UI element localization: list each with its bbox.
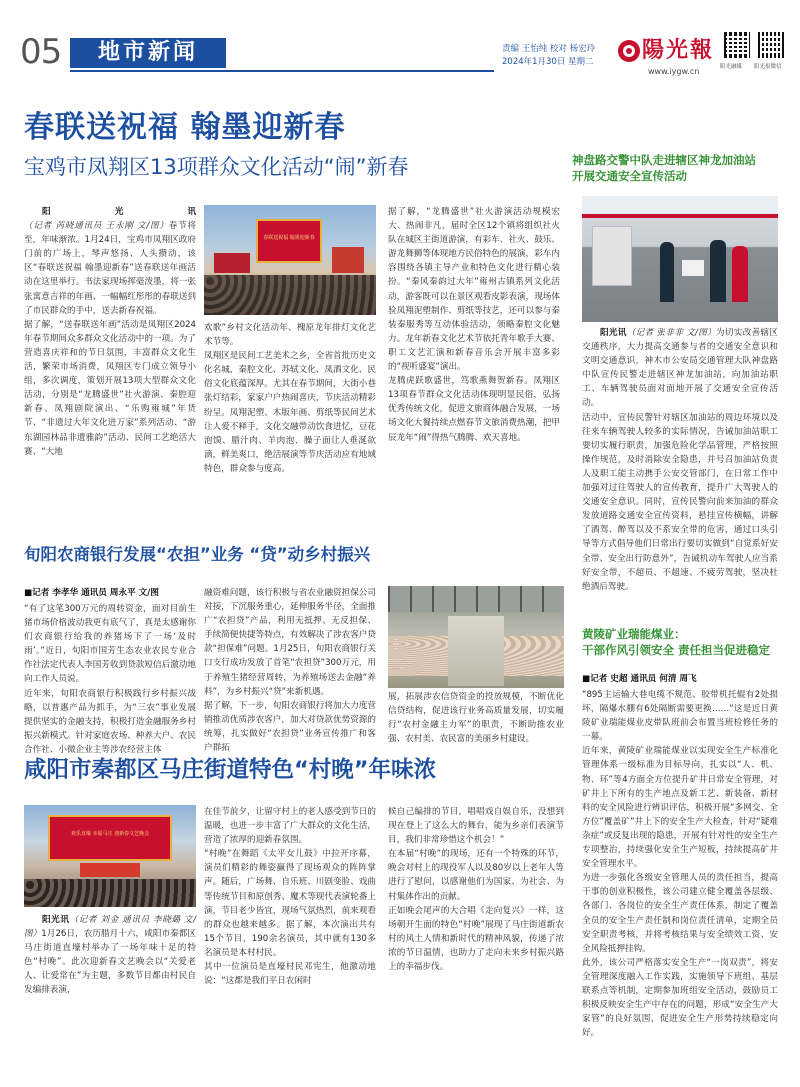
traffic-byline-detail: （记者 张非非 文/图）	[626, 328, 717, 338]
lead-byline-detail: （记者 芮晓通讯员 王永刚 文/图）	[24, 221, 169, 232]
paper-url: www.iygw.cn	[648, 67, 700, 76]
traffic-body: 为切实改善辖区交通秩序，大力提高交通参与者的交通安全意识和文明交通意识，神木市公安局交通管理大队神盘路中队宣传民警走进辖区神龙加油站，向加油站职工、车辆驾驶员面对面地开展了交通安全宣传活动。 活动中，宣传民警针对辖区加油站的周边环境以及往来车辆驾驶人较多的实际情况，告诫加油站职工要切实履行职责，加强危险化学品管理，严格按照操作规范，及时消除安全隐患，并号召加油站负责人及职工能主动携手公安交管部门，在日常工作中加强对过往驾驶人的宣传教育，提升广大驾驶人的交通安全意识。同时，宣传民警向前来加油的群众发放道路交通安全宣传资料，悬挂宣传横幅，讲解了酒驾、醉驾以及不系安全带的危害，通过口头引导等方式倡导他们日常出行要切实做到“自觉系好安全带、安全出行防意外”，告诫机动车驾驶人应当系好安全带，不超员、不超速、不疲劳驾驶，坚决杜绝酒后驾驶。	[582, 328, 778, 592]
lead-headline: 春联送祝福 翰墨迎新春	[24, 110, 346, 145]
village-col1-text: 1月26日，农历腊月十六，咸阳市秦都区马庄街道直壕村举办了一场年味十足的特色“村晚”。此次迎新春文艺晚会以“关爱老人、让爱常在”为主题，多数节目都由村民自发编排表演，	[24, 929, 196, 996]
stage-backdrop	[48, 815, 172, 861]
bank-article-col2	[204, 586, 376, 754]
mine-headline	[582, 626, 782, 658]
mine-byline: ■记者 史超 通讯员 何清 周飞	[582, 674, 697, 684]
lead-article-col1	[24, 205, 196, 530]
photo-banner-text: 春联送祝福 翰墨迎新春	[263, 235, 315, 241]
traffic-headline-line1: 神盘路交警中队走进辖区神龙加油站	[572, 153, 756, 167]
gas-station-canopy	[582, 196, 778, 218]
section-title-text: 地市新闻	[97, 40, 198, 65]
page-number: 05	[20, 32, 62, 72]
bank-col2-text: 融资难问题，该行积极与省农业融资担保公司对接，下沉服务重心，延伸服务半径，全面推广“农担贷”产品，利用无抵押、无反担保、手续简便快捷等特点，有效解决了涉农客户贷款“担保难”问题。1月25日，旬阳农商银行关口支行成功发放了首笔“农担贷”300万元，用于养殖生猪经营周转，为养殖场送去金融“养料”，为乡村振兴“贷”来新机遇。 据了解，下一步，旬阳农商银行将加大力度营销推动优质涉农客户，加大对贷款优势资源的统筹，扎实做好“农担贷”业务宣传推广和客户群拓	[204, 588, 376, 754]
page-header	[20, 30, 780, 78]
qr-code-icon	[724, 32, 750, 58]
paper-logo	[618, 36, 718, 76]
qr-code-icon	[758, 32, 784, 58]
bank-col3-text: 展，拓展涉农信贷资金的投放规模，不断优化信贷结构，促进该行业务高质量发展，切实履行“农村金融主力军”的职责，不断助推农业强、农村美、农民富的美丽乡村建设。	[388, 692, 564, 745]
lead-col1-text: 春节将至，年味渐浓。1月24日，宝鸡市凤翔区政府门前的广场上，琴声悠扬、人头攒动，该区“春联送祝福 翰墨迎新春”送春联送年画活动在这里举行。书法家现场挥毫泼墨，将一张张寓意吉祥的年画、一幅幅红彤彤的春联送到了市民群众的手中，送去新春祝福。 据了解，“送春联送年画”活动是凤翔区2024年春节期间众多群众文化活动中的一项。为了营造喜庆祥和的节日氛围，丰富群众文化生活，繁荣市场消费，凤翔区专门成立领导小组，多次调度，策划开展13项大型群众文化活动，分别是“龙腾盛世”社火游演、秦腔迎新春、凤翔剧院演出、“乐购雍城”年货节、“非遗过大年文化进万家”系列活动、“游东湖园林品非遗雅韵”活动、民间工艺绝活大赛、“大地	[24, 221, 196, 457]
lead-byline: 阳光讯	[42, 207, 196, 217]
village-col3-text: 候自己编排的节目，唱唱戏自娱自乐，没想到现在登上了这么大的舞台，能为乡亲们表演节目，我们非常珍惜这个机会！” 在本届“村晚”的现场，还有一个特殊的环节，晚会对村上的现役军人以及80岁以上老年人等进行了慰问，以感谢他们为国家、为社会、为村集体作出的贡献。 正如晚会尾声的大合唱《走向复兴》一样，这场朝开生面的特色“村晚”展现了马庄街道新农村的风土人情和新时代的精神风貌，传递了浓浓的节日温情，也助力了走向未来乡村振兴路上的幸福步伐。	[388, 807, 564, 973]
bank-photo-pig-farm	[388, 586, 564, 688]
lead-subheadline: 宝鸡市凤翔区13项群众文化活动“闹”新春	[24, 155, 409, 179]
stage-backdrop	[256, 219, 322, 263]
traffic-article	[582, 326, 778, 616]
village-article-col2	[204, 805, 376, 1061]
header-rule	[70, 70, 494, 72]
village-col2-text: 在佳节前夕，让留守村上的老人感受到节日的温暖，也进一步丰富了广大群众的文化生活，营造了浓厚的迎新春氛围。 “村晚”在舞蹈《太平女儿鼓》中拉开序幕，演员们精彩的舞姿赢得了现场观众的阵阵掌声。随后，广场舞、自乐班、川剧变脸、戏曲等传统节目和原创秀、魔术等现代表演轮番上演，节目老少皆宜，现场气氛热烈，前来观看的群众也越来越多。据了解，本次演出共有15个节目，190余名演员，其中就有130多名演员是本村村民。 其中一位演员是直壕村民邓宪生，他激动地说：“这都是我们平日农闲时	[204, 807, 376, 987]
bank-article-col1	[24, 602, 196, 755]
bank-article-col3	[388, 690, 564, 746]
qr2-caption: 阳光报微信	[754, 64, 782, 70]
lead-article-col2	[204, 321, 376, 529]
traffic-byline: 阳光讯	[600, 328, 627, 338]
worker	[732, 246, 748, 302]
village-byline: 阳光讯	[42, 915, 70, 925]
crowd	[204, 275, 376, 315]
lead-col2-text: 欢歌”乡村文化活动年、槐原龙年排灯文化艺术节等。 凤翔区是民间工艺美术之乡，全省首批历史文化名城，秦腔文化、苏轼文化、凤酒文化、民俗文化底蕴深厚。尤其在春节期间，大街小巷张灯结彩，家家户户热闹喜庆，节庆活动精彩纷呈。凤翔泥塑、木版年画、剪纸等民间艺术让人爱不释手，文化交融带动饮食进忆，豆花泡馍、腊汁肉、羊肉泡、臊子面让人垂涎欲滴，鲜美爽口，绝活展演等节庆活动应有地域特色，群众参与度高。	[204, 323, 376, 474]
village-article-col1	[24, 913, 196, 1061]
bank-byline: ■记者 李孝华 通讯员 周永平 文/图	[24, 588, 159, 598]
village-banner-text: 欢乐直壕 幸福马庄 迎新春文艺晚会	[70, 831, 150, 837]
mine-body: “895主运输大巷电缆不规范、胶带机托辊有2处损坏，隔爆水棚有6处隔断需要更换……”这是近日黄陵矿业瑞能煤业皮带队班前会布置当班检修任务的一幕。 近年来，黄陵矿业瑞能煤业以实现安全生产标准化管理体系一级标准为目标导向，扎实以“人、机、物、环”等4方面全方位提升矿井日常安全管理，对矿井上下所有的生产地点及新工艺、新装备、新材料的安全风险进行辨识评估，积极开展“多网交、全方位”覆盖矿”井上下的安全生产大检查，针对“疑难杂症”或反复出现的隐患，开展有针对性的安全生产专项整治，持续强化安全生产短板，持续提高矿井安全管理水平。 为进一步强化各级安全管理人员的责任担当，提高干事的创业积极性，该公司建立健全覆盖各层级、各部门、各岗位的安全生产责任体系，制定了覆盖全员的安全生产责任制和岗位责任清单，定期全员安全职责考核，并将考核结果与安全绩效工资、安全风险抵押挂钩。 此外，该公司严格落实安全生产“一岗双责”，将安全管理深度融入工作实践，实施领导下班组、基层联系点等机制，定期参加班组安全活动，鼓励员工积极反映安全生产中存在的问题，形成“安全生产大家管”的良好氛围，促进安全生产形势持续稳定向好。	[582, 690, 778, 1039]
bank-col1-text: “有了这笔300万元的周转资金，面对目前生猪市场价格波动我更有底气了，真是太感谢你们农商银行给我的养猪场下了一场‘及时雨’。”近日，旬阳市国芳生态农业农民专业合作社法定代表人李国芳收到贷款短信后激动地向工作人员说。 近年来，旬阳农商银行积极践行乡村振兴战略，以普惠产品为抓手，为“三农”事业发展提供坚实的金融支持，积极打造金融服务乡村振兴新模式。针对家庭农场、种养大户、农民合作社、小微企业主等涉农经营主体	[24, 604, 196, 755]
traffic-headline	[572, 152, 782, 184]
officer	[710, 240, 726, 302]
village-article-col3	[388, 805, 564, 1061]
mine-article	[582, 688, 778, 1066]
mine-headline-line2: 干部作风引领安全 责任担当促进稳定	[582, 643, 771, 657]
lead-photo	[204, 205, 376, 315]
section-title	[70, 38, 226, 68]
village-byline-detail: （记者 刘金 通讯员 李晓璐 文/图）	[24, 915, 196, 940]
village-photo	[24, 805, 196, 907]
traffic-headline-line2: 开展交通安全宣传活动	[572, 169, 687, 183]
officer	[660, 242, 674, 302]
sun-logo-icon	[618, 40, 640, 62]
crowd	[24, 879, 196, 907]
lead-article-col3	[388, 205, 560, 530]
lead-col3-text: 据了解，“龙腾盛世”社火游演活动规模宏大、热闹非凡，届时全区12个镇将组织社火队在城区主街道游演，有彩车、社火、鼓乐、游龙舞狮等体现地方民俗特色的展演，彩车内容围绕各镇主导产业和特色文化进行精心装扮。“秦风秦韵过大年”雍州古镇系列文化活动，游客既可以在景区观看皮影表演，现场体验凤翔泥塑制作、剪纸等技艺，还可以参与秦装秦服秀等互动体验活动，领略秦腔文化魅力。龙年新春文化艺术节依托青年歌手大赛、职工文艺汇演和新春音乐会开展丰富多彩的“视听盛宴”演出。 龙腾虎跃歌盛世，笃歌燕舞贺新春。凤翔区13项春节群众文化活动体现明显民俗，弘扬优秀传统文化，促进文旅商体融合发展，一场场文化大餐持续点燃春节文旅消费热潮，把甲辰龙年“闹”得热气腾腾、欢天喜地。	[388, 207, 560, 443]
paper-name: 陽光報	[642, 37, 715, 63]
mine-headline-line1: 黄陵矿业瑞能煤业：	[582, 627, 686, 641]
traffic-photo	[582, 196, 778, 322]
bank-headline: 旬阳农商银行发展“农担”业务 “贷”动乡村振兴	[24, 545, 371, 564]
qr1-caption: 阳光融媒	[720, 64, 743, 70]
editors: 责编 王怡纯 校对 杨宏玲	[502, 44, 596, 54]
village-headline: 咸阳市秦都区马庄街道特色“村晚”年味浓	[24, 757, 437, 783]
issue-date: 2024年1月30日 星期二	[502, 57, 594, 67]
